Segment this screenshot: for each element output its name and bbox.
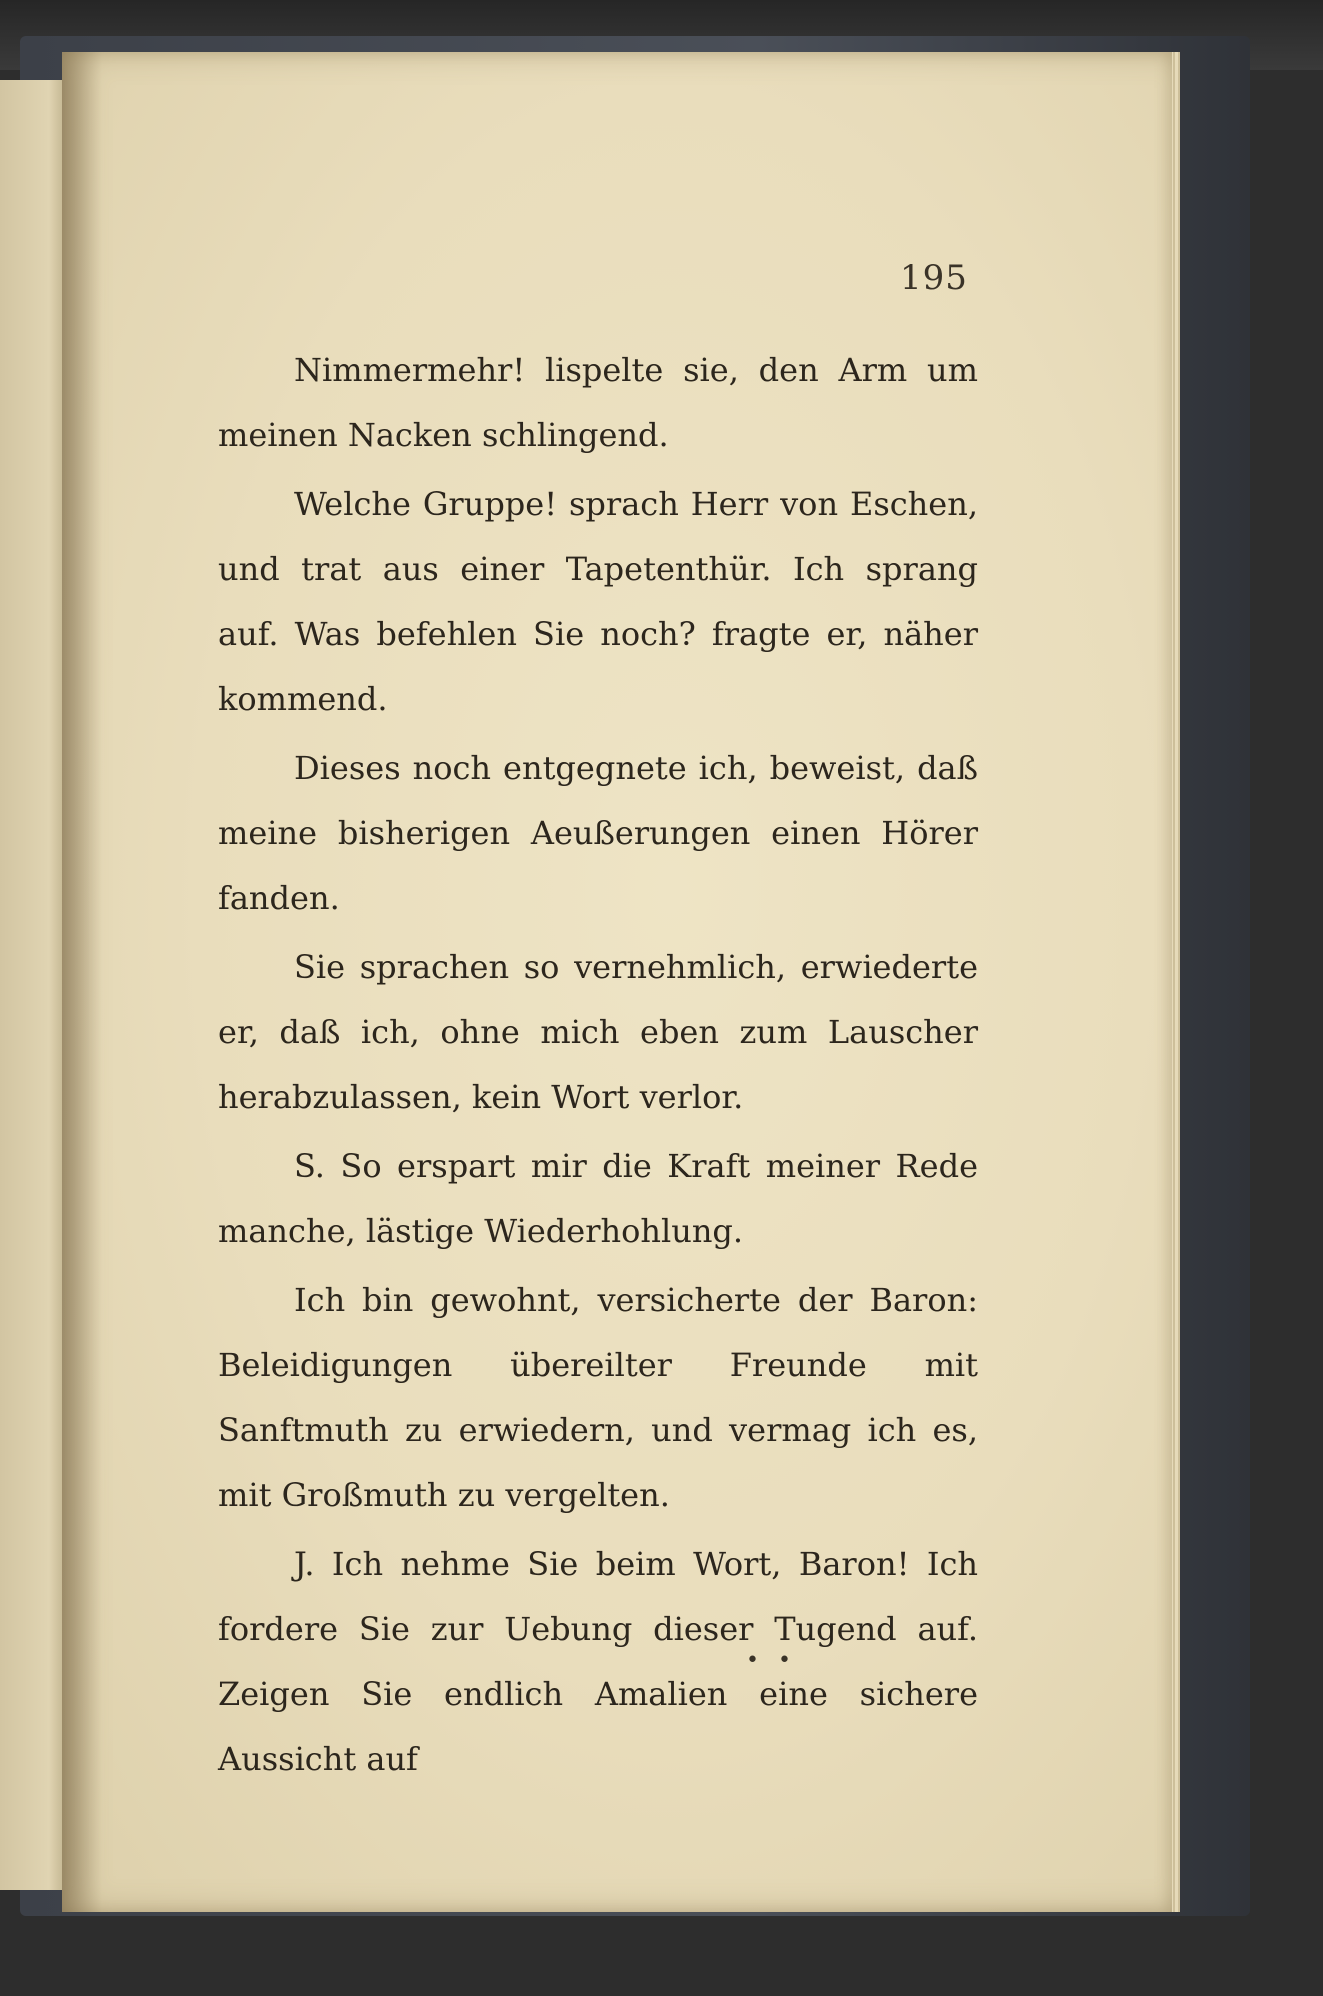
page-text xyxy=(218,338,978,1792)
gutter-shadow xyxy=(62,52,102,1912)
paragraph: Welche Gruppe! sprach Herr von Eschen, und trat aus einer Tapetenthür. Ich sprang auf. Was befehlen Sie noch? fragte er, näher kommend. xyxy=(218,485,978,718)
paragraph: Ich bin gewohnt, versicherte der Baron: Beleidigungen übereilter Freunde mit Sanftmuth zu erwiedern, und vermag ich es, mit Großmuth zu vergelten. xyxy=(218,1281,978,1514)
page-number: 195 xyxy=(900,258,968,298)
catchword-marks: • • xyxy=(746,1648,797,1673)
left-page-edge xyxy=(0,80,70,1890)
paragraph: Sie sprachen so vernehmlich, erwiederte er, daß ich, ohne mich eben zum Lauscher herabzulassen, kein Wort verlor. xyxy=(218,948,978,1116)
paragraph: S. So erspart mir die Kraft meiner Rede manche, lästige Wiederhohlung. xyxy=(218,1147,978,1250)
paragraph: Nimmermehr! lispelte sie, den Arm um meinen Nacken schlingend. xyxy=(218,351,978,454)
paragraph: Dieses noch entgegnete ich, beweist, daß meine bisherigen Aeußerungen einen Hörer fanden. xyxy=(218,749,978,917)
paragraph: J. Ich nehme Sie beim Wort, Baron! Ich fordere Sie zur Uebung dieser Tugend auf. Zeigen Sie endlich Amalien eine sichere Aussicht auf xyxy=(218,1545,978,1778)
